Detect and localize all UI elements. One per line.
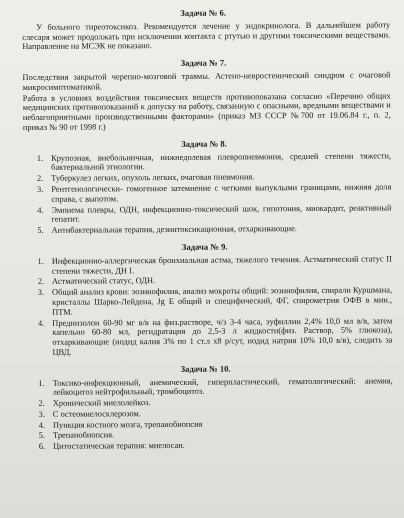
task-10-section (25, 363, 394, 452)
item-number: 5. (37, 225, 44, 236)
item-text: Цитостатическая терапия: миелосан. (53, 441, 185, 452)
task-10-title: Задача № 10. (180, 363, 231, 374)
task-8-answer-list (23, 151, 392, 236)
item-number: 1. (37, 256, 44, 266)
item-text: Крупозная, внебольничная, нижнедолевая плевропневмония, средней степени тяжести, бактериальной этиологии. (51, 150, 392, 173)
item-number: 2. (37, 277, 44, 287)
task-7-section (22, 58, 390, 133)
task-6-title: Задача № 6. (180, 7, 226, 18)
item-number: 4. (38, 420, 45, 430)
item-text: Преднизолон 60-90 мг в/в на физ.растворе, ч/з 3-4 часа, эуфиллин 2,4% 10,0 мл в/в, затем капельно 60-80 мл, регидратация до 2,5-3 л жидкости(физ. Раствор, 5% глюкоза), отхаркивающие (иодид калия 3% по 1 ст.л х8 р/сут, иодид натрия 10% 10,0 в/в), следить за ЦВД. (52, 315, 393, 357)
task-7-paragraph-diagnosis: Последствия закрытой черепно-мозговой травмы. Астено-невростенический синдром с очаговой микросимптоматикой. (22, 70, 391, 92)
item-number: 2. (36, 174, 44, 184)
task-6-paragraph: У больного тиреотоксикоз. Рекомендуется лечение у эндокринолога. В дальнейшем работу слесаря может продолжать при исключении контакта с ртутью и другими токсическими веществами. Направление на МСЭК не показано. (22, 20, 391, 52)
task-9-answer-list (24, 254, 393, 358)
list-item (23, 203, 391, 225)
document-sheet (22, 0, 393, 453)
item-text: Общий анализ крови: эозинофилия, анализ мокроты общий: эозинофилия, спирали Куршмана, кристаллы Шарко-Лейдена, Jg E общий и специфический, ФГ, спирометрия ОФВ в мин., ПТМ. (52, 285, 393, 317)
item-number: 3. (37, 287, 45, 298)
task-7-paragraph-work: Работа в условиях воздействия токсических веществ противопоказана согласно «Перечню общих медицинских противопоказаний к допуску на работу, связанную с опасными, вредными веществами и неблагоприятными производственными факторами» (приказ МЗ СССР №700 от 19.06.84 г., п. 2, приказ № 90 от 1998 г.) (22, 91, 391, 132)
item-text: Пункция костного мозга, трепанобиопсия (52, 419, 203, 430)
list-item (25, 440, 393, 452)
list-item (25, 376, 393, 398)
item-text: Рентгенологически- гомогенное затемнение с четкими выпуклыми границами, нижняя доля справа, с выпотом. (51, 182, 392, 204)
item-number: 6. (38, 442, 46, 452)
list-item (23, 182, 391, 204)
item-text: Эмпиема плевры, ОДН, инфекционно-токсический шок, гипотония, миокардит, реактивный гепатит. (51, 202, 392, 225)
item-number: 1. (36, 153, 44, 163)
list-item (24, 316, 392, 358)
task-9-title: Задача № 9. (181, 241, 228, 252)
item-number: 3. (38, 409, 45, 419)
list-item (24, 224, 392, 236)
item-number: 3. (37, 184, 44, 194)
task-10-answer-list (25, 376, 394, 452)
item-number: 5. (38, 431, 46, 441)
item-text: Туберкулез легких, опухоль легких, очаговая пневмония. (51, 172, 255, 183)
list-item (24, 254, 392, 276)
item-text: Антибактериальная терапия, дезинтоксикационная, отхаркивающие. (51, 224, 297, 235)
item-number: 1. (38, 378, 45, 388)
item-number: 4. (37, 205, 44, 215)
task-8-title: Задача № 8. (181, 138, 227, 149)
item-text: Инфекционно-аллергическая бронхиальная астма, тяжелого течения. Астматический статус II степени тяжести, ДН I. (51, 254, 392, 276)
item-text: Трепанобиопсия. (53, 430, 115, 441)
task-9-section (24, 241, 393, 357)
item-text: Токсико-инфекционный, анемический, гиперпластический, гематологический: анемия, лейкоцитоз нейтрофильный, тромбоцитоз. (52, 375, 393, 398)
item-text: Астматический статус, ОДН. (51, 276, 156, 287)
list-item (24, 286, 392, 318)
task-6-section (22, 7, 390, 52)
item-text: Хронический миелолейкоз. (52, 398, 151, 408)
list-item (23, 151, 391, 173)
item-number: 4. (37, 318, 45, 328)
item-number: 2. (38, 398, 45, 408)
item-text: С остеомиелосклерозом. (52, 409, 141, 419)
task-7-title: Задача № 7. (180, 57, 227, 69)
task-8-section (23, 138, 392, 236)
